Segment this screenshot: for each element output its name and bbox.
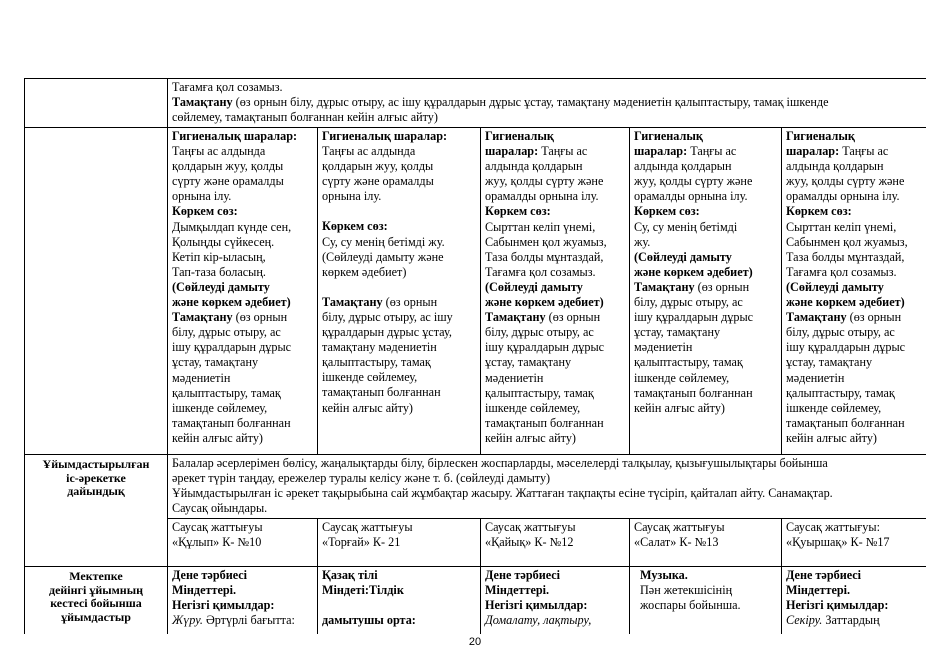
header-line: ұйымдастыр <box>61 609 131 624</box>
subject-note: және көркем әдебиет) <box>786 295 905 310</box>
eat-text: білу, дұрыс отыру, ас <box>786 325 895 340</box>
art-word-label: Көркем сөз: <box>634 204 700 219</box>
hygiene-text: жуу, қолды сүрту және <box>786 174 905 189</box>
poem-line: Тап-таза боласың. <box>172 264 266 279</box>
eat-text: кейін алғыс айту) <box>485 430 576 445</box>
finger-game-name: «Құлып» К- №10 <box>172 535 262 550</box>
hygiene-text: алдында қолдарын <box>634 159 732 174</box>
hygiene-title: Гигиеналық шаралар: <box>322 129 448 143</box>
movement-name: Секіру. <box>786 613 823 628</box>
empty-header-cell-2 <box>25 128 168 455</box>
eat-text: мәдениетін <box>634 340 693 355</box>
eat-label: Тамақтану <box>634 279 695 294</box>
poem-line: Су, су менің бетімді <box>634 219 738 234</box>
empty-header-cell <box>25 79 168 128</box>
eat-text: білу, дұрыс отыру, ас ішу <box>322 309 453 324</box>
poem-line: Дымқылдап күнде сен, <box>172 219 292 234</box>
hygiene-text: сүрту және орамалды <box>172 174 284 189</box>
eat-text: білу, дұрыс отыру, ас <box>172 325 281 340</box>
eating-line <box>786 310 922 325</box>
schedule-day-2 <box>318 567 481 635</box>
hygiene-text: орнына ілу. <box>322 189 382 204</box>
eat-text: қалыптастыру, тамақ <box>322 355 431 370</box>
hygiene-title: шаралар: <box>786 144 840 159</box>
eat-text: тамақтану мәдениетін <box>322 340 437 355</box>
eat-label: Тамақтану <box>172 310 233 325</box>
eat-text: тамақтанып болғаннан <box>172 415 291 430</box>
hygiene-text: орнына ілу. <box>172 189 232 204</box>
hygiene-title-2 <box>786 144 922 159</box>
finger-game-title: Саусақ жаттығуы <box>172 520 263 534</box>
daily-plan-table <box>24 78 926 634</box>
eating-line <box>485 310 625 325</box>
tasks-label: Міндеті:Тілдік <box>322 583 404 598</box>
finger-game-day-4 <box>630 519 782 567</box>
finger-game-day-5 <box>782 519 927 567</box>
tasks-label: Міндеттері. <box>786 583 851 598</box>
poem-line: Қолыңды сүйкесең. <box>172 234 275 249</box>
meal-cell <box>168 79 927 128</box>
eating-line <box>172 310 313 325</box>
poem-line: Тағамға қол созамыз. <box>786 264 897 279</box>
prep-line: Балалар әсерлерімен бөлісу, жаңалықтарды білу, бірлескен жоспарларды, мәселелерді талқылау, қызығушылықтары бойынша <box>172 456 828 470</box>
preparation-row <box>25 455 927 519</box>
eat-text: (өз орнын <box>382 294 438 309</box>
hygiene-text: қолдарын жуу, қолды <box>322 159 434 174</box>
subject-note: (Сөйлеуді дамыту <box>485 279 583 294</box>
eat-label: Тамақтану <box>485 310 546 325</box>
eat-text: мәдениетін <box>786 370 845 385</box>
finger-game-day-2 <box>318 519 481 567</box>
finger-game-day-1 <box>168 519 318 567</box>
eat-text: (өз орнын <box>232 310 288 325</box>
art-word-label: Көркем сөз: <box>172 204 238 219</box>
eat-text: ұстау, тамақтану <box>172 355 259 370</box>
poem-line: Су, су менің бетімді жу. <box>322 234 445 249</box>
hygiene-title-2 <box>634 144 777 159</box>
finger-game-title: Саусақ жаттығуы: <box>786 520 880 534</box>
header-line: іс-әрекетке <box>66 470 126 485</box>
hygiene-title: Гигиеналық <box>485 129 554 143</box>
eat-text: ұстау, тамақтану <box>786 355 873 370</box>
eat-text: ішу құралдарын дұрыс <box>172 340 292 355</box>
hygiene-text: алдында қолдарын <box>786 159 884 174</box>
schedule-row <box>25 567 927 635</box>
hygiene-text: жуу, қолды сүрту және <box>485 174 604 189</box>
hygiene-text: орамалды орнына ілу. <box>786 189 900 204</box>
eat-desc: (өз орнын білу, дұрыс отыру, ас ішу құралдарын дұрыс ұстау, тамақтану мәдениетін қалыптастыру, тамақ ішкенде <box>232 95 829 110</box>
eat-text: (өз орнын <box>694 279 750 294</box>
meal-line-1: Тағамға қол созамыз. <box>172 80 283 94</box>
hygiene-text: алдында қолдарын <box>485 159 583 174</box>
subject-note: Пән жетекшісінің <box>640 583 733 598</box>
schedule-header <box>25 567 168 635</box>
subject-note: (Сөйлеуді дамыту <box>172 279 270 294</box>
movement-text: Әртүрлі бағытта: <box>202 613 295 628</box>
hygiene-text: Таңғы ас <box>839 144 889 159</box>
poem-line: Сырттан келіп үнемі, <box>786 219 897 234</box>
poem-line: Тағамға қол созамыз. <box>485 264 596 279</box>
poem-line: Кетіп кір-ыласың, <box>172 249 266 264</box>
hygiene-cell-day-2 <box>318 128 481 455</box>
eat-text: құралдарын дұрыс ұстау, <box>322 325 452 340</box>
hygiene-cell-day-4 <box>630 128 782 455</box>
subject-note: жоспары бойынша. <box>640 598 741 613</box>
movements-label: Негізгі қимылдар: <box>172 598 275 613</box>
meal-line-2 <box>172 95 922 110</box>
hygiene-text: Таңғы ас <box>538 144 588 159</box>
eat-text: ішкенде сөйлемеу, <box>786 400 882 415</box>
tasks-label: Міндеттері. <box>172 583 237 598</box>
prep-line: Саусақ ойындары. <box>172 501 268 516</box>
movements-label: Негізгі қимылдар: <box>485 598 588 613</box>
hygiene-text: орамалды орнына ілу. <box>634 189 748 204</box>
prep-line: Ұйымдастырылған іс әрекет тақырыбына сай жұмбақтар жасыру. Жаттаған тақпақты есіне түсіріп, қайталап айту. Санамақтар. <box>172 486 833 501</box>
page-number: 20 <box>468 636 482 648</box>
hygiene-title: Гигиеналық <box>634 129 703 143</box>
finger-game-title: Саусақ жаттығуы <box>485 520 576 534</box>
hygiene-title: шаралар: <box>485 144 539 159</box>
spacer <box>322 280 476 295</box>
poem-line: (Сөйлеуді дамыту және <box>322 249 444 264</box>
eat-text: қалыптастыру, тамақ <box>172 385 281 400</box>
hygiene-row <box>25 128 927 455</box>
subject-note: (Сөйлеуді дамыту <box>634 249 732 264</box>
art-word-label: Көркем сөз: <box>322 219 388 234</box>
hygiene-text: қолдарын жуу, қолды <box>172 159 284 174</box>
header-line: кестесі бойынша <box>50 596 142 610</box>
hygiene-title: Гигиеналық <box>786 129 855 143</box>
subject-note: (Сөйлеуді дамыту <box>786 279 884 294</box>
hygiene-title-2 <box>485 144 625 159</box>
eat-label: Тамақтану <box>786 310 847 325</box>
finger-game-name: «Қайық» К- №12 <box>485 535 574 550</box>
eat-text: ішкенде сөйлемеу, <box>485 400 581 415</box>
poem-line: көркем әдебиет) <box>322 264 407 279</box>
poem-line: жу. <box>634 234 651 249</box>
poem-line: Сабынмен қол жуамыз, <box>786 234 908 249</box>
finger-game-day-3 <box>481 519 630 567</box>
movement-line <box>172 613 313 628</box>
preparation-header <box>25 455 168 567</box>
eat-text: тамақтанып болғаннан <box>786 415 905 430</box>
finger-game-name: «Қуыршақ» К- №17 <box>786 535 890 550</box>
meal-line-3: сөйлемеу, тамақтанып болғаннан кейін алғыс айту) <box>172 110 438 125</box>
subject-note: және көркем әдебиет) <box>485 295 604 310</box>
eat-text: ішкенде сөйлемеу, <box>172 400 268 415</box>
environment-label: дамытушы орта: <box>322 613 416 628</box>
prep-line: әрекет түрін таңдау, ережелер туралы келісу және т. б. (сөйлеуді дамыту) <box>172 471 551 486</box>
eat-text: тамақтанып болғаннан <box>322 385 441 400</box>
movement-text: Заттардың <box>822 613 880 628</box>
schedule-day-1 <box>168 567 318 635</box>
eat-text: кейін алғыс айту) <box>172 430 263 445</box>
eat-text: қалыптастыру, тамақ <box>634 355 743 370</box>
movement-name: Домалату, лақтыру, <box>485 613 592 628</box>
hygiene-text: сүрту және орамалды <box>322 174 434 189</box>
eat-text: мәдениетін <box>172 370 231 385</box>
eat-text: тамақтанып болғаннан <box>485 415 604 430</box>
subject-title: Қазақ тілі <box>322 568 378 582</box>
eat-text: білу, дұрыс отыру, ас <box>485 325 594 340</box>
eating-line <box>322 295 476 310</box>
movement-line <box>786 613 922 628</box>
tasks-label: Міндеттері. <box>485 583 550 598</box>
eat-text: ішу құралдарын дұрыс <box>634 310 754 325</box>
finger-game-name: «Салат» К- №13 <box>634 535 719 550</box>
eat-text: кейін алғыс айту) <box>634 400 725 415</box>
eat-text: ішкенде сөйлемеу, <box>322 370 418 385</box>
hygiene-cell-day-5 <box>782 128 927 455</box>
hygiene-cell-day-3 <box>481 128 630 455</box>
subject-title: Музыка. <box>640 568 688 582</box>
subject-note: және көркем әдебиет) <box>634 264 753 279</box>
eat-label: Тамақтану <box>322 294 383 309</box>
hygiene-text: Таңғы ас алдында <box>172 144 266 159</box>
hygiene-text: Таңғы ас алдында <box>322 144 416 159</box>
eat-text: ішкенде сөйлемеу, <box>634 370 730 385</box>
meal-row-continued <box>25 79 927 128</box>
eat-text: тамақтанып болғаннан <box>634 385 753 400</box>
eat-text: ішу құралдарын дұрыс <box>786 340 906 355</box>
schedule-day-4 <box>630 567 782 635</box>
header-line: Ұйымдастырылған <box>42 457 150 471</box>
eat-label: Тамақтану <box>172 95 233 110</box>
eat-text: мәдениетін <box>485 370 544 385</box>
hygiene-text: жуу, қолды сүрту және <box>634 174 753 189</box>
movements-label: Негізгі қимылдар: <box>786 598 889 613</box>
header-line: дейінгі ұйымның <box>49 582 143 597</box>
hygiene-title: Гигиеналық шаралар: <box>172 129 298 143</box>
eat-text: ішу құралдарын дұрыс <box>485 340 605 355</box>
schedule-day-5 <box>782 567 927 635</box>
preparation-cell <box>168 455 927 519</box>
header-line: дайындық <box>67 484 125 498</box>
hygiene-cell-day-1 <box>168 128 318 455</box>
poem-line: Таза болды мұнтаздай, <box>485 249 604 264</box>
header-line: Мектепке <box>69 569 123 583</box>
subject-note: және көркем әдебиет) <box>172 295 291 310</box>
movement-name: Жүру. <box>172 613 203 628</box>
eat-text: білу, дұрыс отыру, ас <box>634 295 743 310</box>
finger-game-title: Саусақ жаттығуы <box>322 520 413 534</box>
subject-title: Дене тәрбиесі <box>485 568 561 582</box>
eat-text: ұстау, тамақтану <box>485 355 572 370</box>
eat-text: (өз орнын <box>846 310 902 325</box>
eating-line <box>634 280 777 295</box>
art-word-label: Көркем сөз: <box>485 204 551 219</box>
finger-game-title: Саусақ жаттығуы <box>634 520 725 534</box>
spacer <box>322 204 476 219</box>
eat-text: қалыптастыру, тамақ <box>786 385 895 400</box>
eat-text: ұстау, тамақтану <box>634 325 721 340</box>
hygiene-text: Таңғы ас <box>687 144 737 159</box>
poem-line: Таза болды мұнтаздай, <box>786 249 905 264</box>
schedule-day-3 <box>481 567 630 635</box>
spacer <box>322 598 476 613</box>
poem-line: Сабынмен қол жуамыз, <box>485 234 607 249</box>
art-word-label: Көркем сөз: <box>786 204 852 219</box>
hygiene-text: орамалды орнына ілу. <box>485 189 599 204</box>
plan-sheet <box>24 78 926 634</box>
eat-text: кейін алғыс айту) <box>322 400 413 415</box>
poem-line: Сырттан келіп үнемі, <box>485 219 596 234</box>
finger-game-name: «Торғай» К- 21 <box>322 535 401 550</box>
subject-title: Дене тәрбиесі <box>786 568 862 582</box>
eat-text: (өз орнын <box>545 310 601 325</box>
subject-title: Дене тәрбиесі <box>172 568 248 582</box>
eat-text: кейін алғыс айту) <box>786 430 877 445</box>
hygiene-title: шаралар: <box>634 144 688 159</box>
eat-text: қалыптастыру, тамақ <box>485 385 594 400</box>
